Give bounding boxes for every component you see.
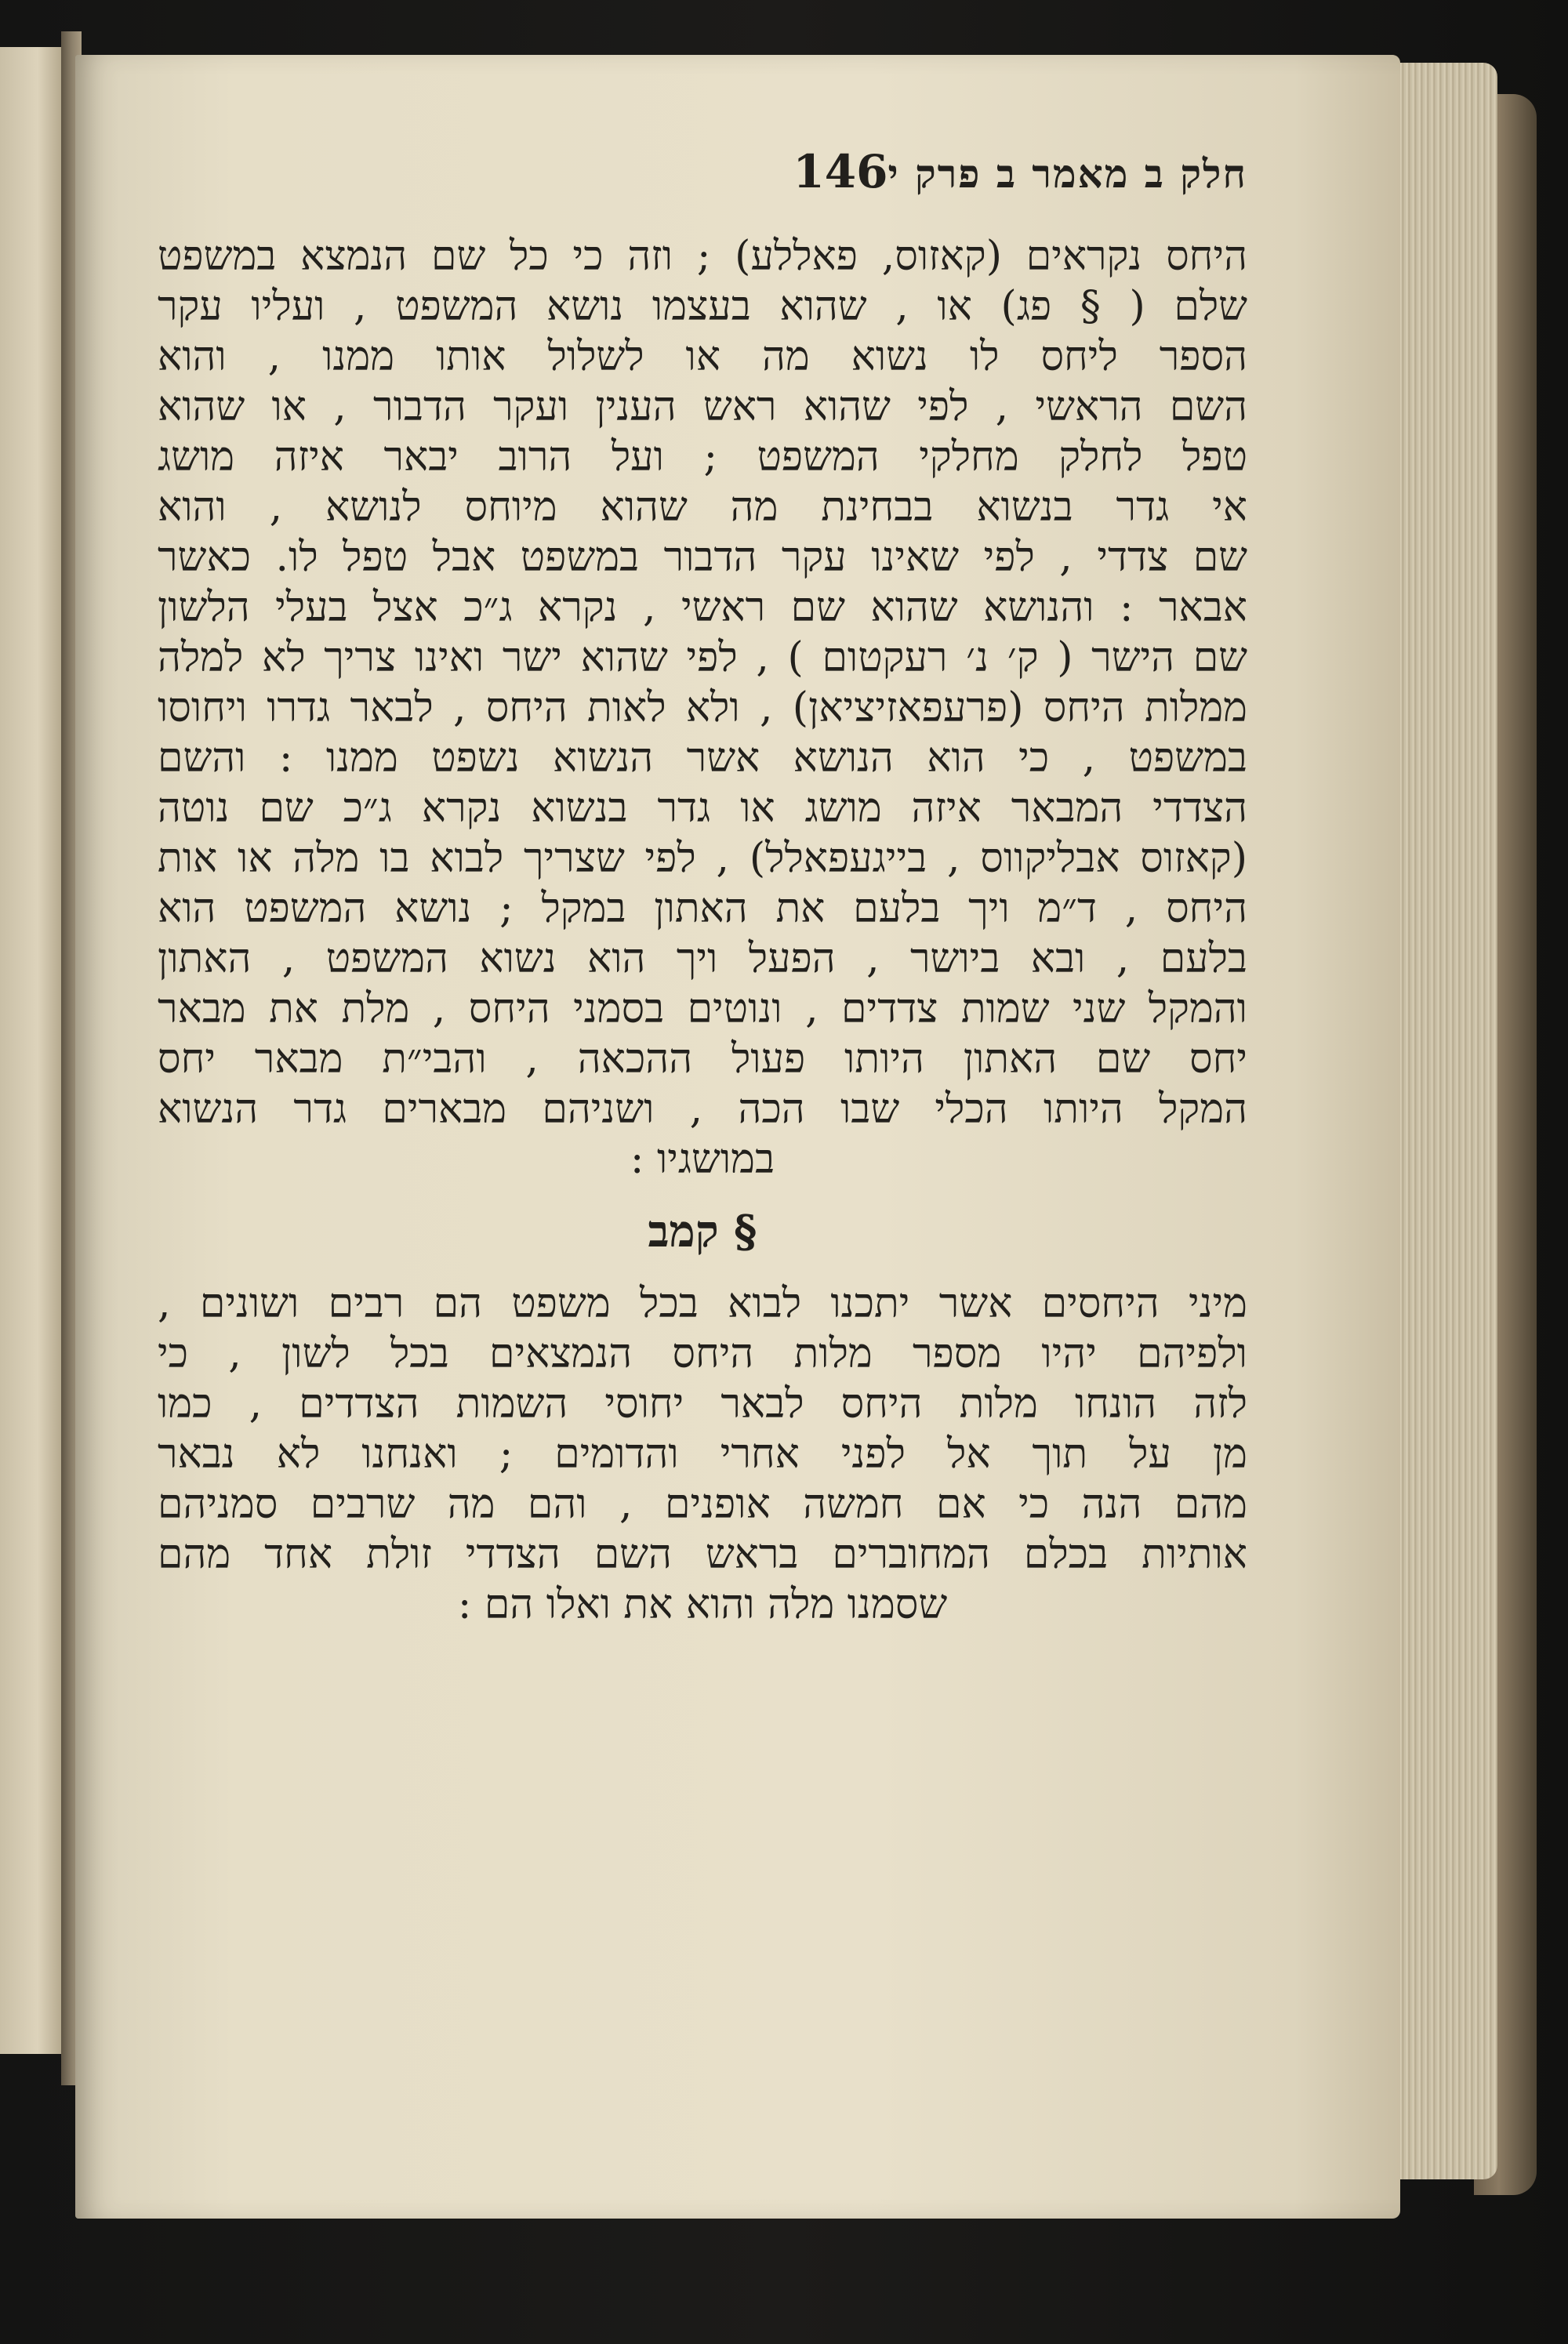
text-line: שם הישר ( ק׳ נ׳ רעקטום ) , לפי שהוא ישר ואינו צריך לא למלה (158, 634, 1247, 681)
text-line: אבאר : והנושא שהוא שם ראשי , נקרא ג״כ אצל בעלי הלשון (158, 584, 1247, 631)
text-line: לזה הונחו מלות היחס לבאר יחוסי השמות הצדדים , כמו (158, 1381, 1247, 1428)
text-line: יחס שם האתון היותו פעול ההכאה , והבי״ת מבאר יחס (158, 1036, 1247, 1083)
page-number: 146 (793, 145, 888, 198)
text-line-last: שסמנו מלה והוא את ואלו הם : (457, 1581, 948, 1628)
text-line: ולפיהם יהיו מספר מלות היחס הנמצאים בכל לשון , כי (158, 1330, 1247, 1377)
book-page (75, 55, 1400, 2219)
previous-page-edge (0, 47, 67, 2054)
running-head: חלק ב מאמר ב פרק י (887, 151, 1247, 197)
paragraph-2 (158, 1279, 1247, 1630)
text-line-last: במושגיו : (630, 1136, 775, 1183)
text-line: שם צדדי , לפי שאינו עקר הדבור במשפט אבל טפל לו. כאשר (158, 534, 1247, 581)
paragraph-1 (158, 231, 1247, 1185)
text-line: (קאזוס אבליקווס , בייגעפאלל) , לפי שצריך לבוא בו מלה או אות (158, 835, 1247, 882)
text-line: המקל היותו הכלי שבו הכה , ושניהם מבארים גדר הנשוא (158, 1086, 1247, 1133)
text-line: במשפט , כי הוא הנושא אשר הנשוא נשפט ממנו : והשם (158, 735, 1247, 782)
text-line: שלם ( § פג) או , שהוא בעצמו נושא המשפט , ועליו עקר (158, 283, 1247, 330)
page-text (158, 145, 1247, 1630)
text-line: טפל לחלק מחלקי המשפט ; ועל הרוב יבאר איזה מושג (158, 434, 1247, 481)
text-line: היחס , ד״מ ויך בלעם את האתון במקל ; נושא המשפט הוא (158, 885, 1247, 932)
text-line: אי גדר בנשוא בבחינת מה שהוא מיוחס לנושא , והוא (158, 484, 1247, 531)
text-line: מיני היחסים אשר יתכנו לבוא בכל משפט הם רבים ושונים , (158, 1280, 1247, 1327)
text-line: היחס נקראים (קאזוס, פאללע) ; וזה כי כל שם הנמצא במשפט (158, 233, 1247, 280)
text-line: בלעם , ובא ביושר , הפעל ויך הוא נשוא המשפט , האתון (158, 935, 1247, 982)
text-line: מהם הנה כי אם חמשה אופנים , והם מה שרבים סמניהם (158, 1481, 1247, 1528)
text-line: מן על תוך אל לפני אחרי והדומים ; ואנחנו לא נבאר (158, 1431, 1247, 1478)
page-header (158, 145, 1247, 231)
text-line: הצדדי המבאר איזה מושג או גדר בנשוא נקרא ג״כ שם נוטה (158, 785, 1247, 832)
section-heading: § קמב (648, 1206, 757, 1257)
text-line: ממלות היחס (פרעפאזיציאן) , ולא לאות היחס , לבאר גדרו ויחוסו (158, 684, 1247, 731)
text-line: והמקל שני שמות צדדים , ונוטים בסמני היחס , מלת את מבאר (158, 985, 1247, 1032)
text-line: אותיות בכלם המחוברים בראש השם הצדדי זולת אחד מהם (158, 1531, 1247, 1578)
text-line: השם הראשי , לפי שהוא ראש הענין ועקר הדבור , או שהוא (158, 383, 1247, 430)
text-line: הספר ליחס לו נשוא מה או לשלול אותו ממנו , והוא (158, 333, 1247, 380)
